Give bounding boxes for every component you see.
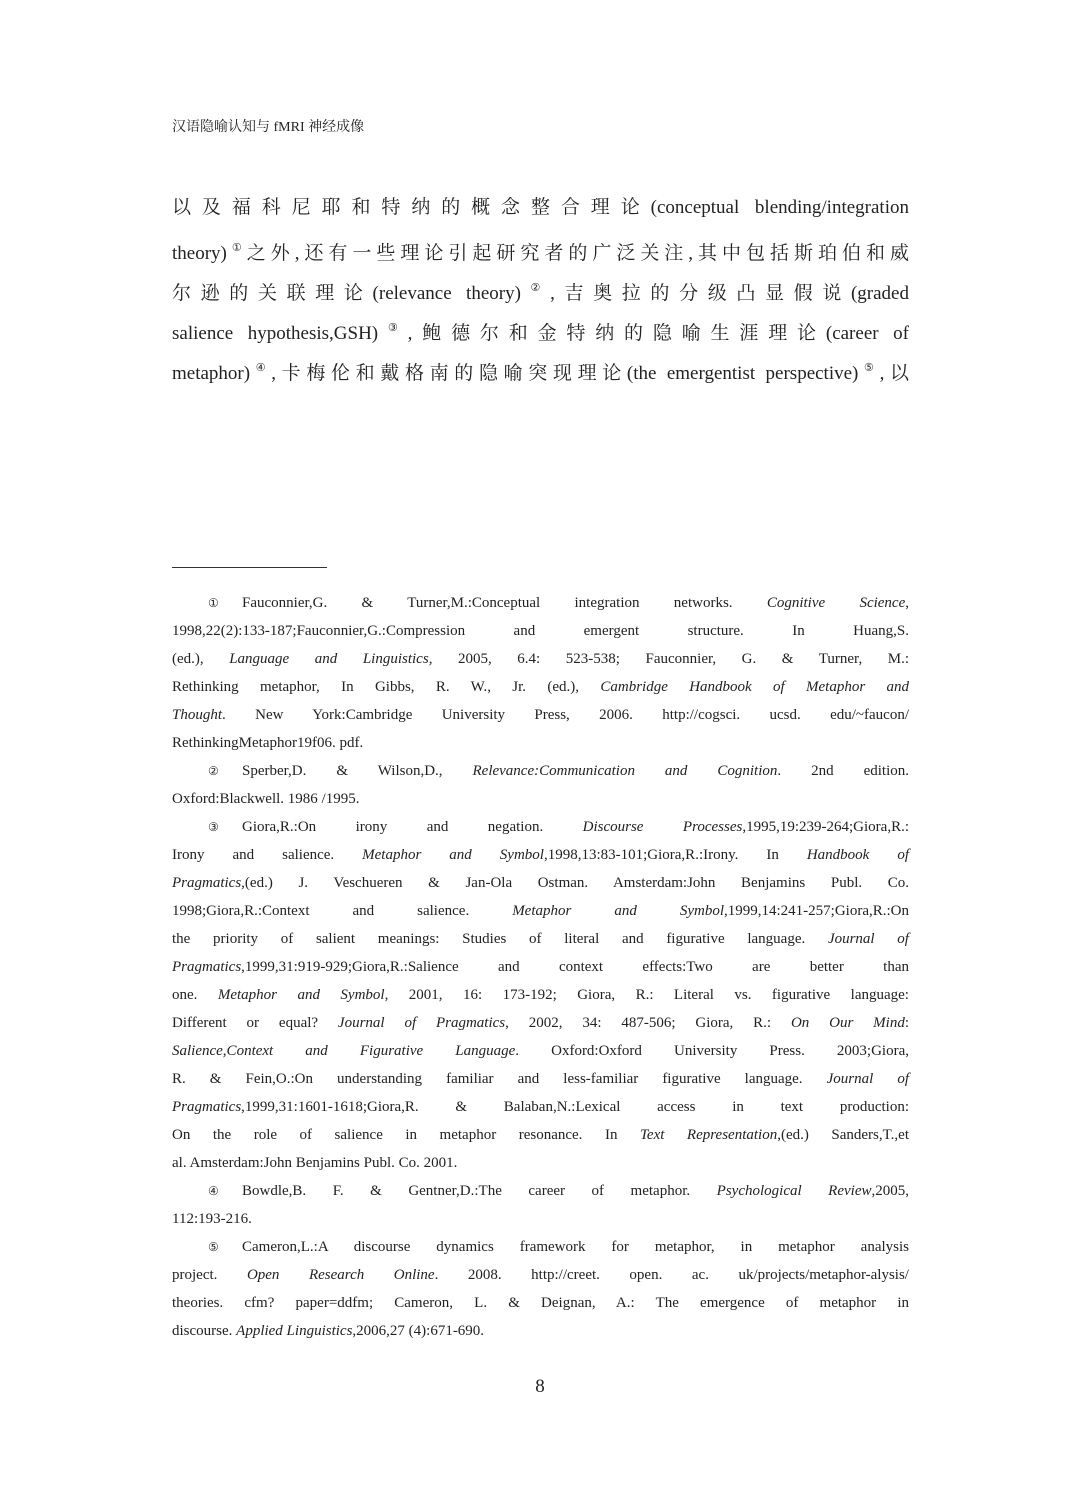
text-run: 1998,22(2):133-187;Fauconnier,G.:Compression and emergent structure. In Huang,S.: [172, 623, 909, 639]
footnote-line: [172, 1261, 909, 1289]
footnote-line: [172, 1065, 909, 1093]
italic-title: Cambridge Handbook of Metaphor and: [600, 679, 909, 695]
text-run: Cameron,L.:A discourse dynamics framework for metaphor, in metaphor analysis: [242, 1239, 909, 1255]
text-run: ,卡梅伦和戴格南的隐喻突现理论(the emergentist perspective): [271, 363, 859, 384]
text-run: ,1999,31:1601-1618;Giora,R. & Balaban,N.:Lexical access in text production:: [241, 1099, 909, 1115]
italic-title: Journal of Pragmatics: [337, 1015, 506, 1031]
footnote-reference: ⑤: [858, 362, 880, 374]
text-run: ,吉奥拉的分级凸显假说(graded: [550, 283, 909, 304]
footnote-marker: ④: [208, 1184, 219, 1198]
text-run: On the role of salience in metaphor resonance. In: [172, 1127, 640, 1143]
text-run: one.: [172, 987, 218, 1003]
text-run: ,(ed.) Sanders,T.,et: [777, 1127, 909, 1143]
text-run: R. & Fein,O.:On understanding familiar and less-familiar figurative language.: [172, 1071, 827, 1087]
italic-title: Relevance:Communication and Cognition: [472, 763, 778, 779]
text-run: , 2002, 34: 487-506; Giora, R.:: [505, 1015, 791, 1031]
text-run: project.: [172, 1267, 247, 1283]
footnote-line: [172, 981, 909, 1009]
footnote-line: [172, 589, 909, 617]
footnote-line: [172, 729, 909, 757]
italic-title: Thought: [172, 707, 223, 723]
text-run: ,鲍德尔和金特纳的隐喻生涯理论(career of: [407, 323, 909, 344]
text-run: theories. cfm? paper=ddfm; Cameron, L. & Deignan, A.: The emergence of metaphor in: [172, 1295, 909, 1311]
text-run: . 2008. http://creet. open. ac. uk/projects/metaphor-alysis/: [434, 1267, 909, 1283]
footnote-5: [172, 1233, 909, 1345]
footnote-reference: ④: [250, 362, 272, 374]
italic-title: Salience,Context and Figurative Language: [172, 1043, 516, 1059]
text-run: ,以: [879, 363, 909, 384]
italic-title: Language and Linguistics: [229, 651, 429, 667]
text-run: the priority of salient meanings: Studies of literal and figurative language.: [172, 931, 828, 947]
text-line: [172, 268, 909, 308]
body-paragraph: [172, 188, 909, 388]
text-run: (ed.),: [172, 651, 230, 667]
text-run: theory): [172, 243, 227, 264]
text-run: 112:193-216.: [172, 1211, 252, 1227]
italic-title: On Our Mind: [790, 1015, 905, 1031]
italic-title: Pragmatics: [172, 959, 242, 975]
text-run: Bowdle,B. F. & Gentner,D.:The career of metaphor.: [242, 1183, 717, 1199]
footnote-reference: ②: [520, 282, 551, 294]
text-run: ,(ed.) J. Veschueren & Jan-Ola Ostman. Amsterdam:John Benjamins Publ. Co.: [241, 875, 909, 891]
text-run: ,1995,19:239-264;Giora,R.:: [742, 819, 909, 835]
italic-title: Applied Linguistics: [236, 1323, 353, 1339]
footnote-1: [172, 589, 909, 757]
footnote-line: [172, 1205, 909, 1233]
text-line: [172, 348, 909, 388]
italic-title: Cognitive Science: [766, 595, 906, 611]
text-run: :: [904, 1015, 910, 1031]
footnote-marker: ⑤: [208, 1240, 219, 1254]
text-run: ,1999,14:241-257;Giora,R.:On: [724, 903, 909, 919]
footnote-reference: ①: [226, 242, 247, 254]
text-run: discourse.: [172, 1323, 237, 1339]
text-run: Giora,R.:On irony and negation.: [242, 819, 583, 835]
footnote-marker: ②: [208, 764, 219, 778]
text-run: al. Amsterdam:John Benjamins Publ. Co. 2001.: [172, 1155, 458, 1171]
text-run: 之外,还有一些理论引起研究者的广泛关注,其中包括斯珀伯和威: [246, 243, 909, 264]
text-run: salience hypothesis,GSH): [172, 323, 379, 344]
footnote-line: [172, 813, 909, 841]
footnote-marker: ③: [208, 820, 219, 834]
italic-title: Pragmatics: [172, 875, 242, 891]
italic-title: Journal of: [827, 931, 909, 947]
footnote-divider: [172, 567, 327, 568]
text-run: . New York:Cambridge University Press, 2006. http://cogsci. ucsd. edu/~faucon/: [222, 707, 909, 723]
footnote-line: [172, 1121, 909, 1149]
text-run: Different or equal?: [172, 1015, 338, 1031]
italic-title: Metaphor and Symbol: [512, 903, 724, 919]
text-run: 1998;Giora,R.:Context and salience.: [172, 903, 513, 919]
footnote-3: [172, 813, 909, 1177]
italic-title: Journal of: [826, 1071, 909, 1087]
footnote-line: [172, 1177, 909, 1205]
text-run: RethinkingMetaphor19f06. pdf.: [172, 735, 364, 751]
italic-title: Discourse Processes: [582, 819, 743, 835]
footnote-line: [172, 1037, 909, 1065]
text-run: 尔逊的关联理论(relevance theory): [172, 283, 521, 304]
footnote-reference: ③: [378, 322, 408, 334]
text-run: , 2001, 16: 173-192; Giora, R.: Literal vs. figurative language:: [384, 987, 909, 1003]
footnote-line: [172, 1317, 909, 1345]
text-run: . 2nd edition.: [777, 763, 909, 779]
text-run: Oxford:Blackwell. 1986 /1995.: [172, 791, 360, 807]
italic-title: Handbook of: [806, 847, 909, 863]
footnote-line: [172, 1289, 909, 1317]
text-run: 以及福科尼耶和特纳的概念整合理论(conceptual blending/integration: [172, 197, 909, 218]
footnote-line: [172, 925, 909, 953]
text-run: , 2005, 6.4: 523-538; Fauconnier, G. & Turner, M.:: [428, 651, 910, 667]
footnote-line: [172, 1233, 909, 1261]
text-run: Sperber,D. & Wilson,D.,: [242, 763, 473, 779]
footnote-line: [172, 785, 909, 813]
italic-title: Metaphor and Symbol: [362, 847, 544, 863]
text-run: metaphor): [172, 363, 251, 384]
footnote-line: [172, 757, 909, 785]
footnote-line: [172, 1009, 909, 1037]
footnote-line: [172, 869, 909, 897]
text-run: ,1999,31:919-929;Giora,R.:Salience and context effects:Two are better than: [241, 959, 909, 975]
text-run: ,: [905, 595, 909, 611]
footnote-line: [172, 617, 909, 645]
footnote-line: [172, 953, 909, 981]
footnote-line: [172, 841, 909, 869]
running-header: 汉语隐喻认知与 fMRI 神经成像: [172, 120, 365, 135]
footnote-line: [172, 701, 909, 729]
text-run: ,1998,13:83-101;Giora,R.:Irony. In: [543, 847, 807, 863]
footnote-line: [172, 1093, 909, 1121]
text-run: . Oxford:Oxford University Press. 2003;Giora,: [515, 1043, 909, 1059]
footnote-2: [172, 757, 909, 813]
footnote-line: [172, 673, 909, 701]
footnote-4: [172, 1177, 909, 1233]
text-run: Rethinking metaphor, In Gibbs, R. W., Jr. (ed.),: [172, 679, 601, 695]
italic-title: Psychological Review: [716, 1183, 872, 1199]
text-run: Fauconnier,G. & Turner,M.:Conceptual integration networks.: [242, 595, 767, 611]
italic-title: Open Research Online: [246, 1267, 435, 1283]
footnote-marker: ①: [208, 596, 219, 610]
text-run: ,2006,27 (4):671-690.: [352, 1323, 485, 1339]
text-line: [172, 188, 909, 228]
text-line: [172, 308, 909, 348]
footnotes: [172, 589, 909, 1345]
text-run: Irony and salience.: [172, 847, 363, 863]
footnote-line: [172, 1149, 909, 1177]
text-line: [172, 228, 909, 268]
footnote-line: [172, 897, 909, 925]
italic-title: Text Representation: [639, 1127, 778, 1143]
italic-title: Metaphor and Symbol: [217, 987, 385, 1003]
footnote-line: [172, 645, 909, 673]
text-run: ,2005,: [871, 1183, 909, 1199]
page-number: 8: [535, 1376, 545, 1397]
italic-title: Pragmatics: [172, 1099, 242, 1115]
